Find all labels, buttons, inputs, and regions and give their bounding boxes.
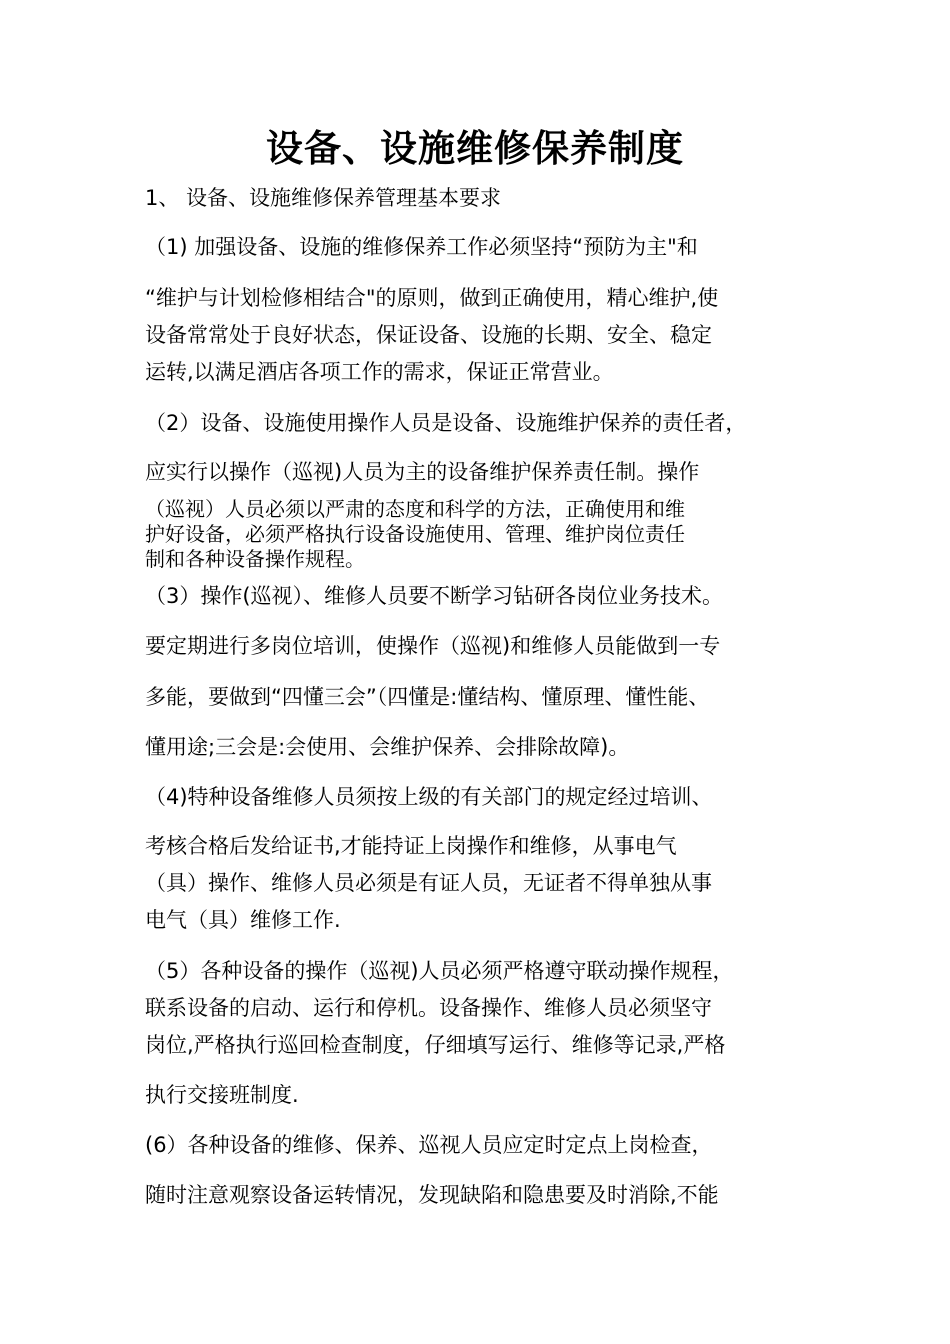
paragraph-line: “维护与计划检修相结合"的原则，做到正确使用，精心维护,使 [145,286,719,310]
paragraph-line: 护好设备，必须严格执行设备设施使用、管理、维护岗位责任 [145,522,685,546]
paragraph-line: 电气（具）维修工作. [145,908,341,932]
paragraph-line: （3）操作(巡视）、维修人员要不断学习钻研各岗位业务技术。 [145,584,724,608]
section-heading: 1、 设备、设施维修保养管理基本要求 [145,186,502,210]
paragraph-line: 懂用途;三会是:会使用、会维护保养、会排除故障)。 [145,735,630,759]
paragraph-line: 多能，要做到“四懂三会”（四懂是:懂结构、懂原理、懂性能、 [145,685,710,709]
paragraph-line: 联系设备的启动、运行和停机。设备操作、维修人员必须坚守 [145,996,712,1020]
paragraph-line: 运转,以满足酒店各项工作的需求，保证正常营业。 [145,360,614,384]
paragraph-line: 制和各种设备操作规程。 [145,547,365,571]
paragraph-line: （1) 加强设备、设施的维修保养工作必须坚持“预防为主"和 [145,235,698,259]
document-title: 设备、设施维修保养制度 [266,127,684,170]
paragraph-line: 设备常常处于良好状态，保证设备、设施的长期、安全、稳定 [145,323,712,347]
paragraph-line: (6）各种设备的维修、保养、巡视人员应定时定点上岗检查， [145,1133,713,1157]
paragraph-line: 执行交接班制度. [145,1083,299,1107]
paragraph-line: 应实行以操作（巡视)人员为主的设备维护保养责任制。操作 [145,460,700,484]
paragraph-line: 岗位,严格执行巡回检查制度，仔细填写运行、维修等记录,严格 [145,1033,726,1057]
paragraph-line: （巡视）人员必须以严肃的态度和科学的方法，正确使用和维 [145,497,685,521]
paragraph-line: （5）各种设备的操作（巡视)人员必须严格遵守联动操作规程， [145,959,734,983]
paragraph-line: （4)特种设备维修人员须按上级的有关部门的规定经过培训、 [145,785,713,809]
paragraph-line: （2）设备、设施使用操作人员是设备、设施维护保养的责任者， [145,411,747,435]
paragraph-line: （具）操作、维修人员必须是有证人员，无证者不得单独从事 [145,871,712,895]
paragraph-line: 考核合格后发给证书,才能持证上岗操作和维修，从事电气 [145,834,677,858]
paragraph-line: 要定期进行多岗位培训，使操作（巡视)和维修人员能做到一专 [145,634,721,658]
paragraph-line: 随时注意观察设备运转情况，发现缺陷和隐患要及时消除,不能 [145,1183,719,1207]
